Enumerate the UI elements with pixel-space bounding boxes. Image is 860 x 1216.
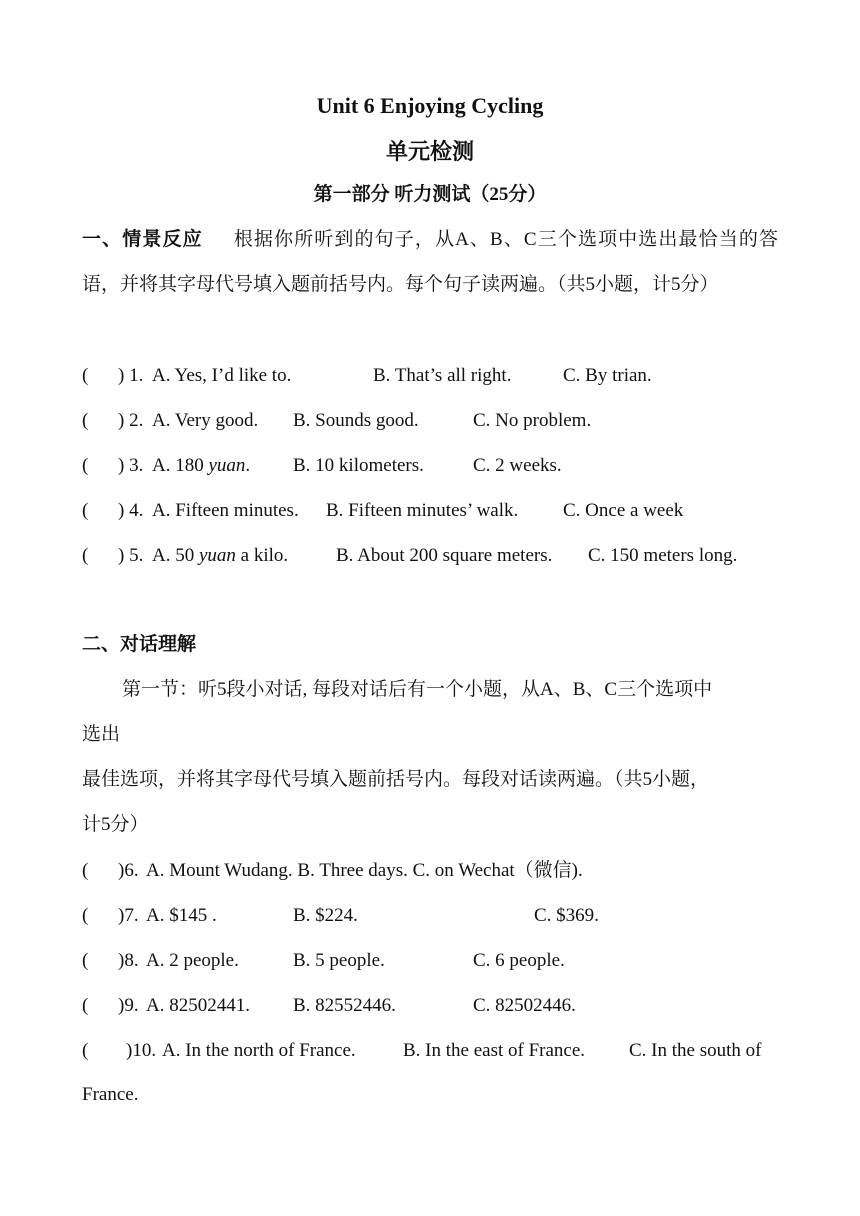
question-row	[82, 363, 782, 389]
question-row	[82, 453, 782, 479]
option-c: C. 6 people.	[473, 950, 565, 971]
option-b: B. 82552446.	[293, 995, 396, 1016]
section1-heading: 一、情景反应	[82, 229, 203, 250]
answer-bracket[interactable]: (	[82, 950, 89, 971]
answer-bracket[interactable]: (	[82, 500, 89, 521]
question-number: ) 4.	[118, 500, 144, 521]
question-row	[82, 1038, 782, 1064]
option-c: C. $369.	[534, 905, 599, 926]
section1-instruction: 根据你所听到的句子，从A、B、C三个选项中选出最恰当的答语，并将其字母代号填入题前括号内。每个句子读两遍。（共5小题，计5分）	[82, 229, 778, 295]
section1-paragraph	[82, 217, 778, 307]
question-row	[82, 543, 782, 569]
option-b: B. Fifteen minutes’ walk.	[326, 500, 519, 521]
question-row	[82, 993, 782, 1019]
answer-bracket[interactable]: (	[82, 455, 89, 476]
question-row	[82, 498, 782, 524]
option-b: B. Sounds good.	[293, 410, 419, 431]
option-c: C. In the south of	[629, 1040, 762, 1061]
option-a: A. 180 yuan.	[152, 455, 251, 476]
document-subtitle: 单元检测	[385, 139, 474, 164]
section2-instruction-line: 选出	[82, 724, 121, 745]
question-number: )10.	[126, 1040, 157, 1061]
section2-instruction-line: 第一节：听5段小对话, 每段对话后有一个小题，从A、B、C三个选项中	[122, 679, 713, 700]
option-c: C. 2 weeks.	[473, 455, 562, 476]
option-b: B. $224.	[293, 905, 358, 926]
answer-bracket[interactable]: (	[82, 995, 89, 1016]
question-number: )8.	[118, 950, 139, 971]
question-row	[82, 858, 782, 884]
option-a: A. $145 .	[146, 905, 217, 926]
option-b: B. 5 people.	[293, 950, 385, 971]
answer-bracket[interactable]: (	[82, 860, 89, 881]
option-c: C. 82502446.	[473, 995, 576, 1016]
option-b: B. In the east of France.	[403, 1040, 586, 1061]
question-continuation: France.	[82, 1084, 139, 1105]
part-heading: 第一部分 听力测试（25分）	[313, 184, 547, 205]
option-a: A. Very good.	[152, 410, 259, 431]
document-title: Unit 6 Enjoying Cycling	[316, 93, 544, 118]
question-options: A. Mount Wudang. B. Three days. C. on Wechat（微信).	[146, 860, 583, 881]
question-row	[82, 948, 782, 974]
option-b: B. That’s all right.	[373, 365, 512, 386]
option-b: B. About 200 square meters.	[336, 545, 553, 566]
answer-bracket[interactable]: (	[82, 365, 89, 386]
answer-bracket[interactable]: (	[82, 410, 89, 431]
section2-instruction-line: 计5分）	[82, 814, 149, 835]
option-a: A. 82502441.	[146, 995, 250, 1016]
question-row	[82, 903, 782, 929]
question-number: ) 3.	[118, 455, 144, 476]
answer-bracket[interactable]: (	[82, 545, 89, 566]
option-c: C. By trian.	[563, 365, 652, 386]
question-number: ) 5.	[118, 545, 144, 566]
question-number: )7.	[118, 905, 139, 926]
option-a: A. Yes, I’d like to.	[152, 365, 292, 386]
option-a: A. Fifteen minutes.	[152, 500, 299, 521]
question-number: )6.	[118, 860, 139, 881]
option-a: A. In the north of France.	[162, 1040, 356, 1061]
question-row	[82, 408, 782, 434]
question-number: )9.	[118, 995, 139, 1016]
option-c: C. No problem.	[473, 410, 592, 431]
option-b: B. 10 kilometers.	[293, 455, 424, 476]
section2-heading: 二、对话理解	[82, 634, 197, 655]
answer-bracket[interactable]: (	[82, 1040, 89, 1061]
question-number: ) 2.	[118, 410, 144, 431]
option-c: C. Once a week	[563, 500, 684, 521]
answer-bracket[interactable]: (	[82, 905, 89, 926]
option-c: C. 150 meters long.	[588, 545, 738, 566]
option-a: A. 2 people.	[146, 950, 239, 971]
section2-instruction-line: 最佳选项，并将其字母代号填入题前括号内。每段对话读两遍。（共5小题，	[82, 769, 710, 790]
option-a: A. 50 yuan a kilo.	[152, 545, 289, 566]
question-number: ) 1.	[118, 365, 144, 386]
